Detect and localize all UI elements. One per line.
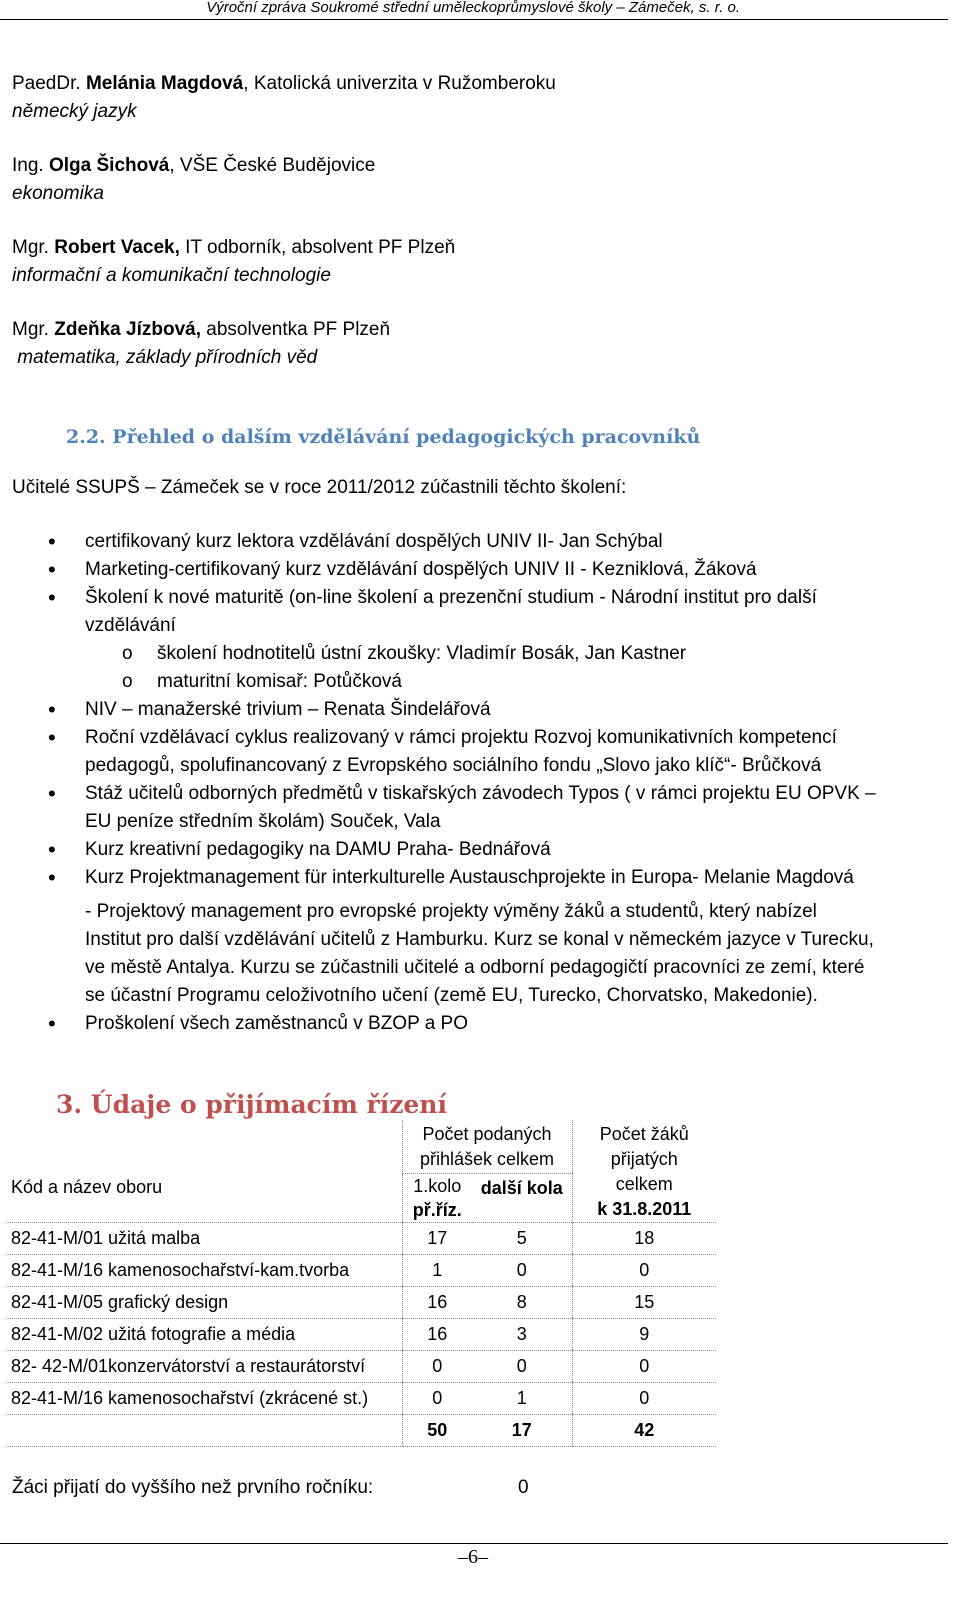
row-name: 82-41-M/02 užitá fotografie a média — [6, 1319, 402, 1351]
staff-prefix: PaedDr. — [12, 73, 81, 94]
list-item: • Proškolení všech zaměstnanců v BZOP a PO — [0, 1010, 948, 1038]
header-text: celkem — [615, 1174, 673, 1194]
section-intro: Učitelé SSUPŠ – Zámeček se v roce 2011/2012 zúčastnili těchto školení: — [12, 477, 627, 498]
table-row — [6, 1223, 716, 1255]
note-label: Žáci přijatí do vyššího než prvního ročníku: — [12, 1477, 374, 1498]
section-heading — [66, 426, 700, 448]
table-header-row — [6, 1120, 716, 1173]
staff-name: Zdeňka Jízbová, — [54, 319, 202, 340]
total-next: 17 — [472, 1415, 572, 1447]
page-number: –6– — [458, 1546, 488, 1568]
row-next: 5 — [472, 1223, 572, 1255]
staff-affiliation: , Katolická univerzita v Ružomberoku — [243, 73, 556, 94]
staff-role: ekonomika — [12, 183, 104, 204]
footer-divider — [0, 1543, 948, 1544]
table-total-row — [6, 1415, 716, 1447]
header-text: 1.kolo — [413, 1175, 462, 1196]
row-next: 3 — [472, 1319, 572, 1351]
staff-role: německý jazyk — [12, 101, 137, 122]
list-item: • Marketing-certifikovaný kurz vzdělávání dospělých UNIV II - Kezniklová, Žáková — [0, 556, 948, 584]
row-name: 82-41-M/05 grafický design — [6, 1287, 402, 1319]
row-admitted: 9 — [572, 1319, 716, 1351]
total-first: 50 — [402, 1415, 472, 1447]
note-value: 0 — [518, 1477, 529, 1498]
admission-table — [6, 1120, 716, 1447]
row-first: 16 — [402, 1319, 472, 1351]
staff-name: Robert Vacek, — [54, 237, 180, 258]
staff-entry — [12, 234, 455, 290]
staff-entry — [12, 316, 390, 372]
row-admitted: 0 — [572, 1383, 716, 1415]
header-round1 — [402, 1173, 472, 1222]
table-row — [6, 1383, 716, 1415]
page-header — [0, 0, 948, 20]
header-text: Počet podaných — [422, 1124, 552, 1145]
list-item-continuation: Institut pro další vzdělávání učitelů z Hamburku. Kurz se konal v německém jazyce v Turecku, — [85, 929, 874, 950]
training-list — [0, 528, 948, 1038]
sub-list-item: o školení hodnotitelů ústní zkoušky: Vladimír Bosák, Jan Kastner — [0, 640, 948, 668]
row-name: 82-41-M/01 užitá malba — [6, 1223, 402, 1255]
header-title: Výroční zpráva Soukromé střední uměleckoprůmyslové školy – Zámeček, s. r. o. — [206, 0, 740, 16]
row-admitted: 0 — [572, 1351, 716, 1383]
list-item-continuation: pedagogů, spolufinancovaný z Evropského sociálního fondu „Slovo jako klíč“- Brůčková — [85, 755, 822, 776]
section-number: 2.2. — [66, 426, 106, 448]
staff-affiliation: , VŠE České Budějovice — [169, 155, 376, 176]
higher-grade-note — [12, 1477, 529, 1499]
list-item: • Školení k nové maturitě (on-line školení a prezenční studium - Národní institut pro další — [0, 584, 948, 612]
table-row — [6, 1255, 716, 1287]
section-title: Přehled o dalším vzdělávání pedagogických pracovníků — [112, 426, 701, 448]
staff-affiliation: IT odborník, absolvent PF Plzeň — [179, 237, 456, 258]
row-next: 0 — [472, 1351, 572, 1383]
row-first: 16 — [402, 1287, 472, 1319]
list-item: • Kurz Projektmanagement für interkulturelle Austauschprojekte in Europa- Melanie Magdová — [0, 864, 948, 892]
row-admitted: 15 — [572, 1287, 716, 1319]
row-name: 82-41-M/16 kamenosochařství (zkrácené st.) — [6, 1383, 402, 1415]
row-first: 0 — [402, 1383, 472, 1415]
staff-entry — [12, 152, 375, 208]
row-next: 1 — [472, 1383, 572, 1415]
list-item: • Roční vzdělávací cyklus realizovaný v rámci projektu Rozvoj komunikativních kompetencí — [0, 724, 948, 752]
sub-list-item: o maturitní komisař: Potůčková — [0, 668, 948, 696]
staff-prefix: Ing. — [12, 155, 44, 176]
row-admitted: 0 — [572, 1255, 716, 1287]
header-text: k 31.8.2011 — [597, 1199, 692, 1219]
table-cell — [6, 1120, 402, 1173]
table-row — [6, 1351, 716, 1383]
header-code: Kód a název oboru — [6, 1173, 402, 1222]
row-first: 17 — [402, 1223, 472, 1255]
header-text: přijatých — [610, 1149, 678, 1169]
row-name: 82-41-M/16 kamenosochařství-kam.tvorba — [6, 1255, 402, 1287]
list-item-continuation: ve městě Antalya. Kurzu se zúčastnili učitelé a odborní pedagogičtí pracovníci ze zemí, které — [85, 957, 865, 978]
header-next-rounds: další kola — [472, 1173, 572, 1222]
section-heading: 3. Údaje o přijímacím řízení — [56, 1090, 447, 1119]
row-next: 8 — [472, 1287, 572, 1319]
row-admitted: 18 — [572, 1223, 716, 1255]
staff-prefix: Mgr. — [12, 319, 49, 340]
staff-entry — [12, 70, 556, 126]
row-first: 1 — [402, 1255, 472, 1287]
staff-role: matematika, základy přírodních věd — [12, 347, 318, 368]
header-admitted — [572, 1120, 716, 1223]
list-item-continuation: se účastní Programu celoživotního učení (země EU, Turecko, Chorvatsko, Makedonie). — [85, 985, 818, 1006]
header-text: př.říz. — [412, 1199, 462, 1220]
list-item-continuation: - Projektový management pro evropské projekty výměny žáků a studentů, který nabízel — [85, 901, 817, 922]
row-first: 0 — [402, 1351, 472, 1383]
staff-name: Melánia Magdová — [85, 73, 244, 94]
header-applications — [402, 1120, 572, 1173]
list-item: • certifikovaný kurz lektora vzdělávání dospělých UNIV II- Jan Schýbal — [0, 528, 948, 556]
row-name: 82- 42-M/01konzervátorství a restaurátorství — [6, 1351, 402, 1383]
total-label — [6, 1415, 402, 1447]
header-text: Počet žáků — [599, 1124, 689, 1144]
staff-prefix: Mgr. — [12, 237, 49, 258]
staff-affiliation: absolventka PF Plzeň — [201, 319, 391, 340]
staff-role: informační a komunikační technologie — [12, 265, 331, 286]
list-item: • NIV – manažerské trivium – Renata Šindelářová — [0, 696, 948, 724]
table-row — [6, 1319, 716, 1351]
list-item-continuation: vzdělávání — [85, 615, 176, 636]
total-admitted: 42 — [572, 1415, 716, 1447]
header-text: přihlášek celkem — [419, 1149, 555, 1170]
list-item: • Stáž učitelů odborných předmětů v tiskařských závodech Typos ( v rámci projektu EU OPVK – — [0, 780, 948, 808]
staff-name: Olga Šichová — [48, 155, 170, 176]
list-item-continuation: EU peníze středním školám) Souček, Vala — [85, 811, 441, 832]
list-item: • Kurz kreativní pedagogiky na DAMU Praha- Bednářová — [0, 836, 948, 864]
table-row — [6, 1287, 716, 1319]
row-next: 0 — [472, 1255, 572, 1287]
